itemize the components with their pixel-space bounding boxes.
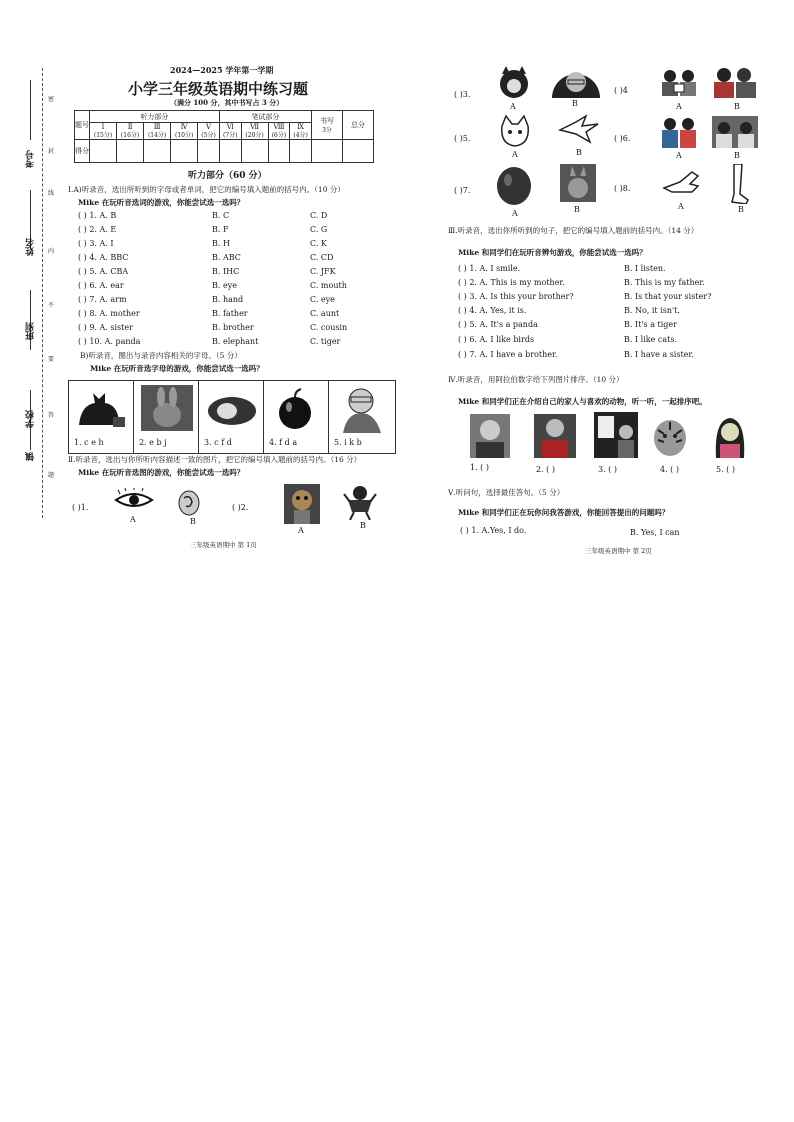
s1-item-3[interactable]: ( ) 3. A. I bbox=[78, 239, 114, 248]
s4-blank-2[interactable]: 2. ( ) bbox=[536, 465, 555, 474]
bird-picture bbox=[556, 114, 602, 144]
cat-face-picture bbox=[498, 114, 532, 148]
s3-option-b: B. I like cats. bbox=[624, 335, 678, 344]
cat-picture bbox=[75, 387, 129, 431]
s3-item-2[interactable]: ( ) 2. A. This is my mother. bbox=[458, 278, 565, 287]
letter-picture-strip bbox=[68, 380, 396, 454]
option-a-label: A bbox=[676, 102, 682, 111]
option-b-label: B bbox=[572, 99, 578, 108]
s1-item-7[interactable]: ( ) 7. A. arm bbox=[78, 295, 127, 304]
score-col: Ⅴ (5分) bbox=[198, 123, 220, 140]
s1-item-8[interactable]: ( ) 8. A. mother bbox=[78, 309, 140, 318]
s1-option: C. CD bbox=[310, 253, 334, 262]
s2-heading: Ⅱ.听录音，选出与你所听内容描述一致的图片，把它的编号填入题前的括号内。（16 分） bbox=[68, 455, 362, 464]
blank-line bbox=[30, 290, 31, 350]
score-cell[interactable] bbox=[198, 140, 220, 163]
s3-item-5[interactable]: ( ) 5. A. It's a panda bbox=[458, 320, 538, 329]
s2-q4[interactable]: ( )4 bbox=[614, 86, 628, 95]
score-cell[interactable] bbox=[343, 140, 374, 163]
classroom-picture bbox=[712, 116, 758, 148]
score-col: Ⅶ (20分) bbox=[241, 123, 268, 140]
s1-option: C. JFK bbox=[310, 267, 336, 276]
s2-prompt: Mike 在玩听音选图的游戏，你能尝试选一选吗？ bbox=[78, 468, 245, 477]
score-table-header: 书写 3分 bbox=[312, 111, 343, 140]
s3-option-b: B. No, it isn't. bbox=[624, 306, 680, 315]
s1-option: B. hand bbox=[212, 295, 244, 304]
s1-option: B. ABC bbox=[212, 253, 241, 262]
s1-item-9[interactable]: ( ) 9. A. sister bbox=[78, 323, 133, 332]
score-col: Ⅸ (4分) bbox=[290, 123, 312, 140]
s3-item-1[interactable]: ( ) 1. A. I smile. bbox=[458, 264, 521, 273]
page-footer-left: 三年级英语期中 第 1页 bbox=[190, 541, 257, 549]
score-cell[interactable] bbox=[144, 140, 171, 163]
class-label: 班别 bbox=[26, 322, 36, 340]
s3-prompt: Mike 和同学们在玩听音辨句游戏，你能尝试选一选吗？ bbox=[458, 248, 647, 257]
term-line: 2024—2025 学年第一学期 bbox=[170, 65, 274, 75]
s5-option-b: B. Yes, I can bbox=[630, 528, 680, 537]
s1-item-1[interactable]: ( ) 1. A. B bbox=[78, 211, 117, 220]
kids-playing-picture bbox=[660, 116, 698, 148]
s4-blank-3[interactable]: 3. ( ) bbox=[598, 465, 617, 474]
fold-mark: 内 bbox=[48, 248, 55, 255]
s1-item-4[interactable]: ( ) 4. A. BBC bbox=[78, 253, 129, 262]
s3-heading: Ⅲ.听录音，选出你所听到的句子，把它的编号填入题前的括号内。（14 分） bbox=[448, 226, 699, 235]
hand-picture bbox=[662, 168, 702, 194]
s1-option: B. IHC bbox=[212, 267, 240, 276]
score-cell[interactable] bbox=[290, 140, 312, 163]
score-table-header: 总分 bbox=[343, 111, 374, 140]
s2-q2[interactable]: ( )2. bbox=[232, 503, 249, 512]
score-cell[interactable] bbox=[90, 140, 117, 163]
option-b-label: B bbox=[360, 521, 366, 530]
fold-mark: 线 bbox=[48, 190, 55, 197]
option-b-label: B bbox=[734, 151, 740, 160]
score-note: （满分 100 分，其中书写占 3 分） bbox=[170, 98, 284, 107]
s4-blank-1[interactable]: 1. ( ) bbox=[470, 463, 489, 472]
s1-option: C. D bbox=[310, 211, 328, 220]
rabbit-picture bbox=[141, 385, 193, 431]
score-row-label: 得分 bbox=[75, 140, 90, 163]
s1-item-5[interactable]: ( ) 5. A. CBA bbox=[78, 267, 129, 276]
dancing-monkey-picture bbox=[340, 484, 380, 520]
score-cell[interactable] bbox=[117, 140, 144, 163]
s1-option: B. eye bbox=[212, 281, 237, 290]
school-label: 学校 bbox=[26, 410, 36, 428]
s1-prompt: Mike 在玩听音选词的游戏，你能尝试选一选吗？ bbox=[78, 198, 245, 207]
s1-heading: Ⅰ.A)听录音，选出所听到的字母或者单词，把它的编号填入题前的括号内。（10 分） bbox=[68, 185, 345, 194]
mother-photo bbox=[712, 414, 748, 458]
fold-line bbox=[42, 68, 43, 518]
score-col: Ⅷ (6分) bbox=[268, 123, 290, 140]
fold-mark: 要 bbox=[48, 356, 55, 363]
classroom-photo bbox=[594, 412, 638, 458]
score-col: Ⅵ (7分) bbox=[219, 123, 241, 140]
fold-mark: 密 bbox=[48, 96, 55, 103]
option-a-label: A bbox=[676, 151, 682, 160]
score-cell[interactable] bbox=[241, 140, 268, 163]
guinea-pig-picture bbox=[205, 389, 259, 429]
page-footer-right: 三年级英语期中 第 2页 bbox=[585, 547, 652, 555]
score-col: Ⅲ (14分) bbox=[144, 123, 171, 140]
s1-option: C. tiger bbox=[310, 337, 341, 346]
option-a-label: A bbox=[298, 526, 304, 535]
s2-q8[interactable]: ( )8. bbox=[614, 184, 631, 193]
letters-2[interactable]: 2. e b j bbox=[139, 438, 167, 447]
s3-option-b: B. It's a tiger bbox=[624, 320, 677, 329]
page-title: 小学三年级英语期中练习题 bbox=[128, 80, 309, 98]
option-b-label: B bbox=[576, 148, 582, 157]
town-label: 镇 bbox=[26, 452, 36, 461]
s4-heading: Ⅳ.听录音，用阿拉伯数字给下列图片排序。（10 分） bbox=[448, 375, 624, 384]
option-a-label: A bbox=[130, 515, 136, 524]
option-a-label: A bbox=[510, 102, 516, 111]
s3-option-b: B. I listen. bbox=[624, 264, 666, 273]
score-table-header: 听力部分 bbox=[90, 111, 220, 123]
donkey-picture bbox=[560, 164, 596, 202]
listening-title: 听力部分（60 分） bbox=[188, 171, 267, 181]
fold-mark: 封 bbox=[48, 148, 55, 155]
name-label: 姓名 bbox=[26, 238, 36, 256]
ear-picture bbox=[176, 490, 202, 516]
score-cell[interactable] bbox=[219, 140, 241, 163]
option-a-label: A bbox=[678, 202, 684, 211]
s2-q3[interactable]: ( )3. bbox=[454, 90, 471, 99]
s2-q5[interactable]: ( )5. bbox=[454, 134, 471, 143]
s4-prompt: Mike 和同学们正在介绍自己的家人与喜欢的动物，听一听，一起排序吧。 bbox=[458, 397, 707, 406]
option-b-label: B bbox=[190, 517, 196, 526]
option-a-label: A bbox=[512, 150, 518, 159]
s1-option: B. H bbox=[212, 239, 230, 248]
s3-option-b: B. This is my father. bbox=[624, 278, 705, 287]
s1-option: B. elephant bbox=[212, 337, 259, 346]
family-picture bbox=[712, 66, 758, 98]
score-cell[interactable] bbox=[171, 140, 198, 163]
s5-prompt: Mike 和同学们正在玩你问我答游戏，你能回答提出的问题吗？ bbox=[458, 508, 670, 517]
score-table bbox=[74, 110, 374, 163]
score-table-header: 笔试部分 bbox=[219, 111, 311, 123]
s1-option: B. F bbox=[212, 225, 229, 234]
fold-mark: 不 bbox=[48, 302, 55, 309]
letters-1[interactable]: 1. c e h bbox=[74, 438, 104, 447]
apple-picture bbox=[273, 387, 317, 431]
score-cell[interactable] bbox=[268, 140, 290, 163]
score-col: Ⅰ (15分) bbox=[90, 123, 117, 140]
s1-option: B. C bbox=[212, 211, 230, 220]
exam-number-label: 考号 bbox=[26, 150, 36, 168]
s1b-prompt: Mike 在玩听音选字母的游戏，你能尝试选一选吗？ bbox=[90, 364, 264, 373]
s2-q1[interactable]: ( )1. bbox=[72, 503, 89, 512]
letters-4[interactable]: 4. f d a bbox=[269, 438, 298, 447]
s3-option-b: B. Is that your sister? bbox=[624, 292, 712, 301]
s3-item-4[interactable]: ( ) 4. A. Yes, it is. bbox=[458, 306, 527, 315]
s3-item-3[interactable]: ( ) 3. A. Is this your brother? bbox=[458, 292, 574, 301]
s3-item-7[interactable]: ( ) 7. A. I have a brother. bbox=[458, 350, 558, 359]
s3-option-b: B. I have a sister. bbox=[624, 350, 694, 359]
s1-item-2[interactable]: ( ) 2. A. E bbox=[78, 225, 117, 234]
father-photo bbox=[534, 414, 576, 458]
leg-picture bbox=[726, 164, 750, 204]
s1-option: C. K bbox=[310, 239, 327, 248]
grandpa-picture bbox=[337, 385, 389, 433]
s5-item-1[interactable]: ( ) 1. A.Yes, I do. bbox=[460, 526, 527, 535]
score-table-header: 题号 bbox=[75, 111, 90, 140]
s1-item-10[interactable]: ( ) 10. A. panda bbox=[78, 337, 141, 346]
s3-item-6[interactable]: ( ) 6. A. I like birds bbox=[458, 335, 535, 344]
score-cell[interactable] bbox=[312, 140, 343, 163]
option-b-label: B bbox=[734, 102, 740, 111]
boy-reading-picture bbox=[660, 68, 698, 98]
eye-picture bbox=[114, 488, 154, 512]
s1-option: C. aunt bbox=[310, 309, 340, 318]
s1-option: B. brother bbox=[212, 323, 254, 332]
fox-picture bbox=[494, 66, 534, 100]
tiger-photo bbox=[652, 414, 688, 458]
s1-item-6[interactable]: ( ) 6. A. ear bbox=[78, 281, 124, 290]
s1-option: C. eye bbox=[310, 295, 335, 304]
s1b-heading: B)听录音，圈出与录音内容相关的字母。（5 分） bbox=[80, 351, 242, 360]
s4-blank-4[interactable]: 4. ( ) bbox=[660, 465, 679, 474]
option-b-label: B bbox=[738, 205, 744, 214]
ball-picture bbox=[494, 166, 534, 206]
s2-q6[interactable]: ( )6. bbox=[614, 134, 631, 143]
s4-blank-5[interactable]: 5. ( ) bbox=[716, 465, 735, 474]
monkey-picture bbox=[284, 484, 320, 524]
fold-mark: 答 bbox=[48, 412, 55, 419]
score-col: Ⅳ (10分) bbox=[171, 123, 198, 140]
letters-3[interactable]: 3. c f d bbox=[204, 438, 232, 447]
s2-q7[interactable]: ( )7. bbox=[454, 186, 471, 195]
s1-option: C. G bbox=[310, 225, 328, 234]
grandpa-photo bbox=[470, 414, 510, 458]
s5-heading: Ⅴ.听问句，选择最佳答句。（5 分） bbox=[448, 488, 565, 497]
score-col: Ⅱ (16分) bbox=[117, 123, 144, 140]
blank-line bbox=[30, 80, 31, 140]
s1-option: B. father bbox=[212, 309, 248, 318]
s1-option: C. mouth bbox=[310, 281, 347, 290]
grandma-picture bbox=[550, 64, 602, 98]
s1-option: C. cousin bbox=[310, 323, 348, 332]
option-a-label: A bbox=[512, 209, 518, 218]
letters-5[interactable]: 5. i k b bbox=[334, 438, 362, 447]
option-b-label: B bbox=[574, 205, 580, 214]
fold-mark: 题 bbox=[48, 472, 55, 479]
